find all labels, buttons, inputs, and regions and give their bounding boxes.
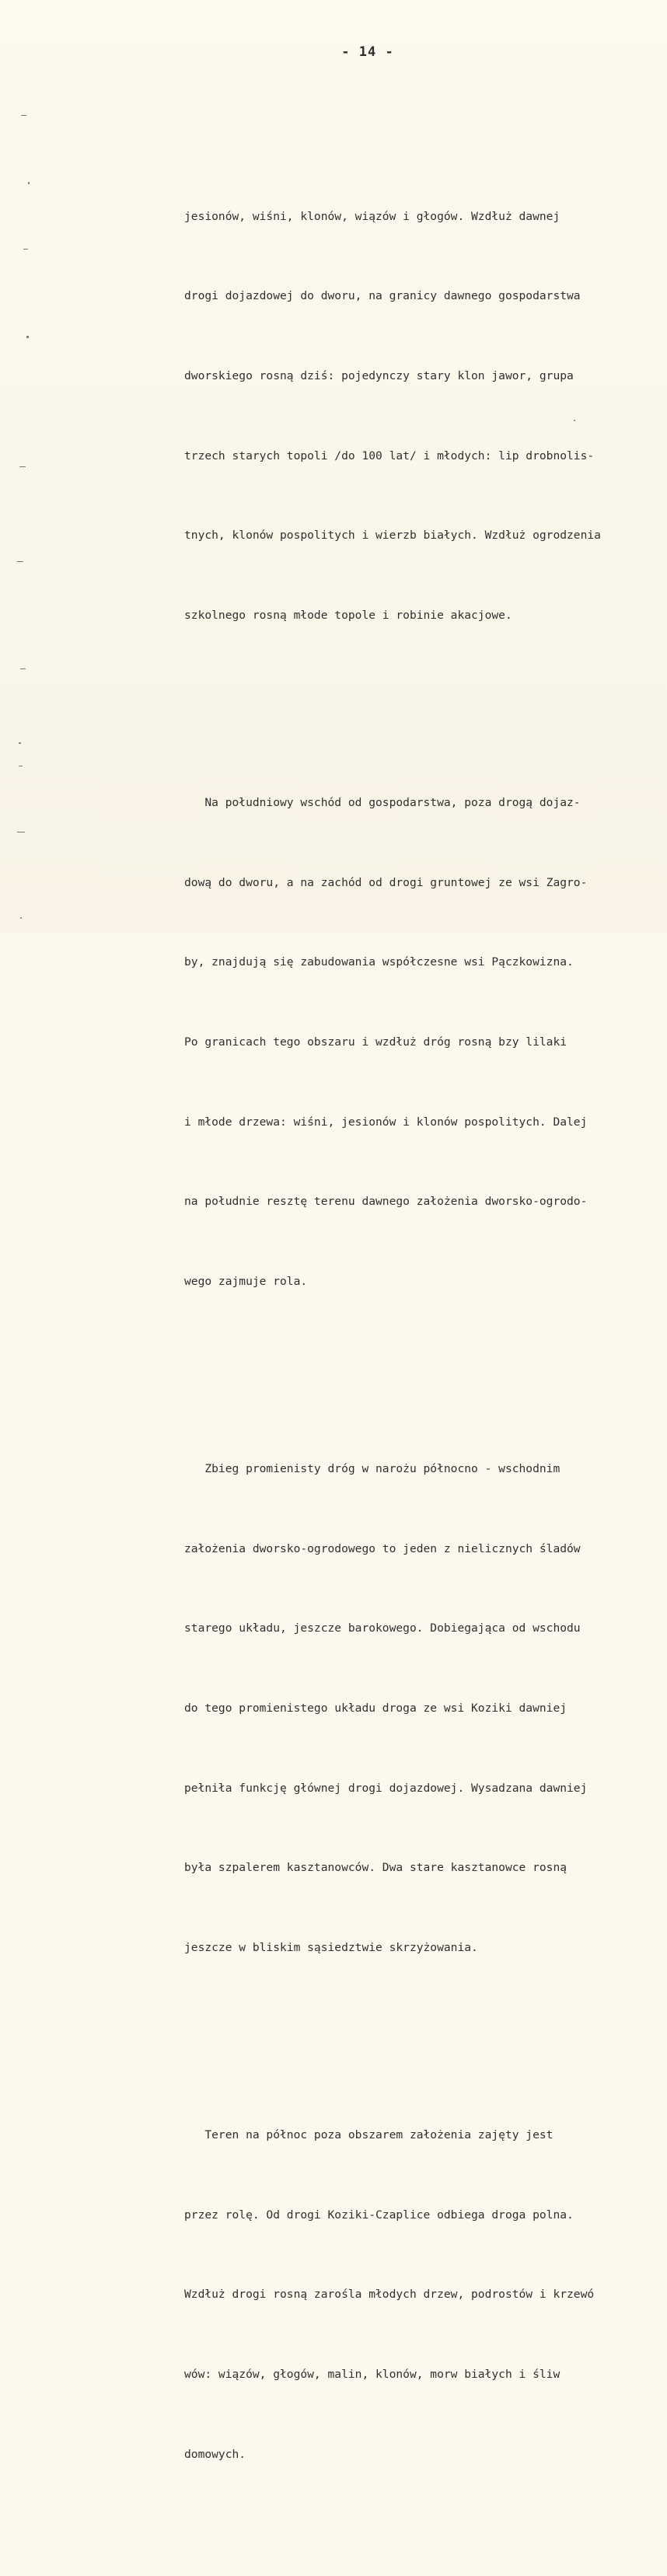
text-line: drogi dojazdowej do dworu, na granicy dawnego gospodarstwa [184, 289, 581, 303]
margin-speck [17, 561, 23, 562]
text-line: by, znajdują się zabudowania współczesne wsi Pączkowizna. [184, 955, 574, 969]
text-line: szkolnego rosną młode topole i robinie akacjowe. [184, 608, 512, 622]
margin-speck [20, 917, 22, 919]
margin-speck [26, 336, 29, 338]
text-line: starego układu, jeszcze barokowego. Dobiegająca od wschodu [184, 1621, 581, 1635]
text-line: pełniła funkcję głównej drogi dojazdowej. Wysadzana dawniej [184, 1781, 588, 1795]
margin-speck [574, 420, 575, 421]
paragraph-1 [184, 150, 667, 682]
paragraph-4 [184, 2069, 667, 2521]
text-line: i młode drzewa: wiśni, jesionów i klonów pospolitych. Dalej [184, 1115, 588, 1129]
text-line: przez rolę. Od drogi Koziki-Czaplice odbiega droga polna. [184, 2208, 574, 2222]
margin-speck [19, 742, 21, 744]
text-line: była szpalerem kasztanowców. Dwa stare kasztanowce rosną [184, 1861, 567, 1875]
text-line: wów: wiązów, głogów, malin, klonów, morw białych i śliw [184, 2367, 560, 2381]
text-line: na południe resztę terenu dawnego założenia dworsko-ogrodo- [184, 1195, 588, 1209]
text-line: trzech starych topoli /do 100 lat/ i młodych: lip drobnolis- [184, 449, 595, 462]
text-line: wego zajmuje rola. [184, 1274, 308, 1288]
text-line: dową do dworu, a na zachód od drogi gruntowej ze wsi Zagro- [184, 875, 588, 889]
text-line: Zbieg promienisty dróg w narożu północno - wschodnim [184, 1462, 560, 1476]
text-line: Na południowy wschód od gospodarstwa, poza drogą dojaz- [184, 796, 581, 810]
body-text [184, 97, 667, 2576]
text-line: jesionów, wiśni, klonów, wiązów i głogów. Wzdłuż dawnej [184, 209, 560, 223]
margin-speck [20, 668, 26, 669]
margin-speck [19, 466, 26, 467]
paragraph-2 [184, 737, 667, 1349]
text-line: Wzdłuż drogi rosną zarośla młodych drzew, podrostów i krzewó [184, 2288, 595, 2302]
page-number: - 14 - [341, 44, 394, 60]
text-line: tnych, klonów pospolitych i wierzb białych. Wzdłuż ogrodzenia [184, 529, 601, 543]
text-line: do tego promienistego układu droga ze wsi Koziki dawniej [184, 1701, 567, 1715]
paragraph-3 [184, 1403, 667, 2015]
text-line: Po granicach tego obszaru i wzdłuż dróg rosną bzy lilaki [184, 1035, 567, 1049]
margin-speck [21, 115, 26, 116]
margin-speck [23, 249, 28, 250]
text-line: Teren na północ poza obszarem założenia zajęty jest [184, 2128, 554, 2142]
text-line: dworskiego rosną dziś: pojedynczy stary klon jawor, grupa [184, 369, 574, 382]
text-line: jeszcze w bliskim sąsiedztwie skrzyżowania. [184, 1940, 478, 1954]
margin-speck [28, 182, 30, 184]
text-line: założenia dworsko-ogrodowego to jeden z nielicznych śladów [184, 1541, 581, 1555]
text-line: domowych. [184, 2447, 246, 2461]
